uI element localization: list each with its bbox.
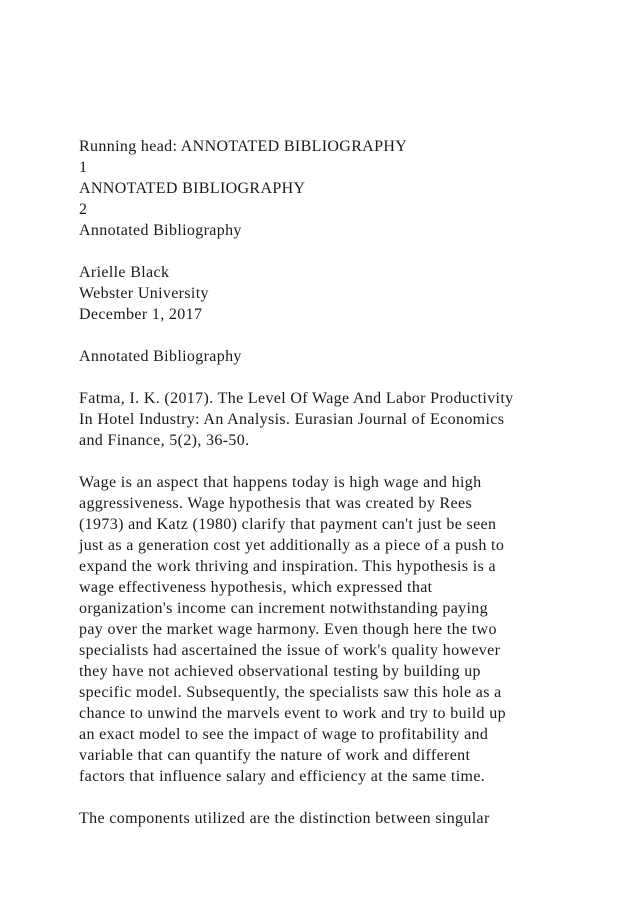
- paragraph-line: The components utilized are the distinction between singular: [79, 810, 490, 827]
- section-heading: Annotated Bibliography: [79, 348, 242, 365]
- paragraph-line: aggressiveness. Wage hypothesis that was created by Rees: [79, 495, 473, 512]
- paragraph-line: organization's income can increment notwithstanding paying: [79, 600, 489, 617]
- spacer: [79, 787, 579, 808]
- author-name: Arielle Black: [79, 264, 170, 281]
- institution: Webster University: [79, 285, 209, 302]
- running-head: Running head: ANNOTATED BIBLIOGRAPHY: [79, 138, 408, 155]
- document-body: [79, 136, 579, 829]
- paragraph-line: wage effectiveness hypothesis, which expressed that: [79, 579, 433, 596]
- spacer: [79, 367, 579, 388]
- spacer: [79, 451, 579, 472]
- spacer: [79, 325, 579, 346]
- document-date: December 1, 2017: [79, 306, 203, 323]
- paragraph-line: an exact model to see the impact of wage to profitability and: [79, 726, 489, 743]
- paragraph-line: just as a generation cost yet additionally as a piece of a push to: [79, 537, 505, 554]
- citation: [79, 388, 579, 451]
- page-number-2: 2: [79, 201, 88, 218]
- paragraph-line: (1973) and Katz (1980) clarify that payment can't just be seen: [79, 516, 497, 533]
- citation-line: In Hotel Industry: An Analysis. Eurasian Journal of Economics: [79, 411, 505, 428]
- citation-line: and Finance, 5(2), 36-50.: [79, 432, 250, 449]
- paragraph-line: pay over the market wage harmony. Even though here the two: [79, 621, 497, 638]
- spacer: [79, 241, 579, 262]
- paragraph-1: [79, 472, 579, 787]
- paragraph-line: specialists had ascertained the issue of work's quality however: [79, 642, 501, 659]
- paragraph-line: chance to unwind the marvels event to work and try to build up: [79, 705, 506, 722]
- paragraph-line: they have not achieved observational testing by building up: [79, 663, 481, 680]
- document-title: Annotated Bibliography: [79, 222, 242, 239]
- paragraph-line: factors that influence salary and efficiency at the same time.: [79, 768, 486, 785]
- paragraph-line: expand the work thriving and inspiration. This hypothesis is a: [79, 558, 496, 575]
- paragraph-line: Wage is an aspect that happens today is high wage and high: [79, 474, 482, 491]
- citation-line: Fatma, I. K. (2017). The Level Of Wage And Labor Productivity: [79, 390, 514, 407]
- paragraph-line: specific model. Subsequently, the specialists saw this hole as a: [79, 684, 502, 701]
- title-caps: ANNOTATED BIBLIOGRAPHY: [79, 180, 306, 197]
- page-number-1: 1: [79, 159, 88, 176]
- paragraph-line: variable that can quantify the nature of work and different: [79, 747, 471, 764]
- paragraph-2: [79, 808, 579, 829]
